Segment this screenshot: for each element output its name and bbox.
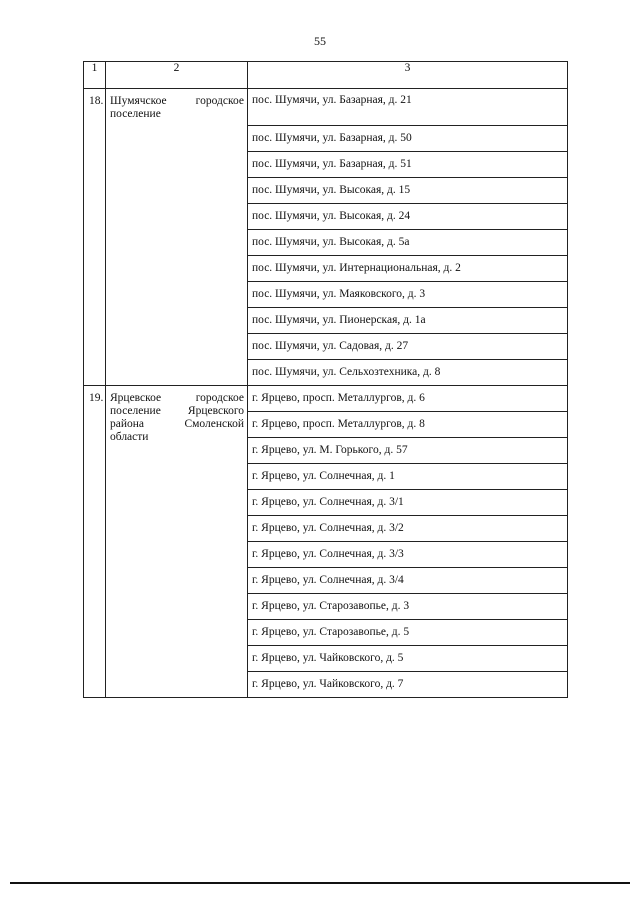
address-cell: г. Ярцево, ул. М. Горького, д. 57 bbox=[248, 438, 568, 464]
header-col-2: 2 bbox=[106, 62, 248, 89]
address-cell: пос. Шумячи, ул. Пионерская, д. 1а bbox=[248, 308, 568, 334]
address-cell: пос. Шумячи, ул. Сельхозтехника, д. 8 bbox=[248, 360, 568, 386]
bottom-rule bbox=[10, 882, 630, 884]
address-cell: пос. Шумячи, ул. Высокая, д. 15 bbox=[248, 178, 568, 204]
address-cell: г. Ярцево, ул. Чайковского, д. 7 bbox=[248, 672, 568, 698]
address-cell: пос. Шумячи, ул. Высокая, д. 5а bbox=[248, 230, 568, 256]
address-cell: пос. Шумячи, ул. Базарная, д. 50 bbox=[248, 126, 568, 152]
address-cell: г. Ярцево, ул. Старозавопье, д. 5 bbox=[248, 620, 568, 646]
settlement-name: Ярцевское городское поселение Ярцевского района Смоленской области bbox=[106, 386, 248, 698]
address-cell: г. Ярцево, ул. Солнечная, д. 3/3 bbox=[248, 542, 568, 568]
header-col-1: 1 bbox=[84, 62, 106, 89]
address-cell: г. Ярцево, ул. Солнечная, д. 3/4 bbox=[248, 568, 568, 594]
addresses-table bbox=[83, 61, 568, 698]
address-cell: пос. Шумячи, ул. Базарная, д. 21 bbox=[248, 89, 568, 126]
header-col-3: 3 bbox=[248, 62, 568, 89]
address-cell: г. Ярцево, ул. Солнечная, д. 3/1 bbox=[248, 490, 568, 516]
row-number: 19. bbox=[84, 386, 106, 698]
address-cell: г. Ярцево, ул. Старозавопье, д. 3 bbox=[248, 594, 568, 620]
address-cell: пос. Шумячи, ул. Маяковского, д. 3 bbox=[248, 282, 568, 308]
address-cell: г. Ярцево, просп. Металлургов, д. 8 bbox=[248, 412, 568, 438]
address-cell: г. Ярцево, ул. Чайковского, д. 5 bbox=[248, 646, 568, 672]
address-cell: пос. Шумячи, ул. Интернациональная, д. 2 bbox=[248, 256, 568, 282]
address-cell: г. Ярцево, ул. Солнечная, д. 3/2 bbox=[248, 516, 568, 542]
table-header-row bbox=[84, 62, 568, 89]
row-number: 18. bbox=[84, 89, 106, 386]
address-cell: пос. Шумячи, ул. Базарная, д. 51 bbox=[248, 152, 568, 178]
table-body bbox=[84, 89, 568, 698]
address-cell: г. Ярцево, просп. Металлургов, д. 6 bbox=[248, 386, 568, 412]
page-number: 55 bbox=[314, 34, 326, 48]
settlement-name: Шумячское городское поселение bbox=[106, 89, 248, 386]
address-cell: пос. Шумячи, ул. Садовая, д. 27 bbox=[248, 334, 568, 360]
table-row bbox=[84, 89, 568, 126]
address-cell: пос. Шумячи, ул. Высокая, д. 24 bbox=[248, 204, 568, 230]
address-cell: г. Ярцево, ул. Солнечная, д. 1 bbox=[248, 464, 568, 490]
table-row bbox=[84, 386, 568, 412]
